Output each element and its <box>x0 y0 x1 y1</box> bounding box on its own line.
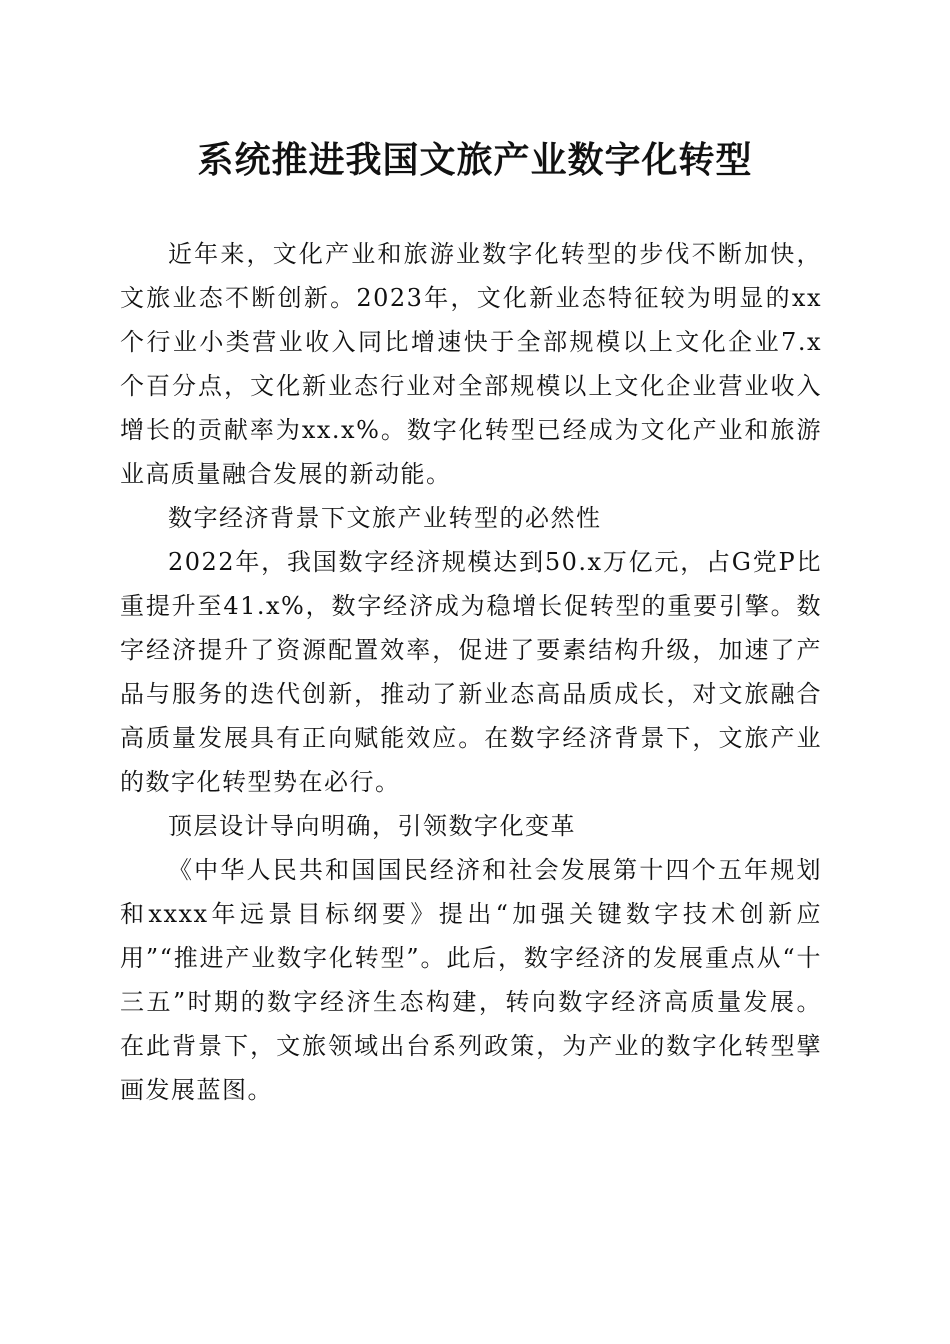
paragraph-intro: 近年来，文化产业和旅游业数字化转型的步伐不断加快，文旅业态不断创新。2023年，文化新业态特征较为明显的xx个行业小类营业收入同比增速快于全部规模以上文化企业7.x个百分点，文化新业态行业对全部规模以上文化企业营业收入增长的贡献率为xx.x%。数字化转型已经成为文化产业和旅游业高质量融合发展的新动能。 <box>120 240 822 488</box>
section-heading-digital-economy: 数字经济背景下文旅产业转型的必然性 <box>168 504 602 532</box>
document-title: 系统推进我国文旅产业数字化转型 <box>197 139 753 181</box>
section-heading-top-level-design: 顶层设计导向明确，引领数字化变革 <box>168 812 576 840</box>
document-body <box>120 232 822 1112</box>
paragraph-top-level-design: 《中华人民共和国国民经济和社会发展第十四个五年规划和xxxx年远景目标纲要》提出“加强关键数字技术创新应用”“推进产业数字化转型”。此后，数字经济的发展重点从“十三五”时期的数字经济生态构建，转向数字经济高质量发展。在此背景下，文旅领域出台系列政策，为产业的数字化转型擘画发展蓝图。 <box>120 856 822 1104</box>
paragraph-digital-economy: 2022年，我国数字经济规模达到50.x万亿元，占G党P比重提升至41.x%，数字经济成为稳增长促转型的重要引擎。数字经济提升了资源配置效率，促进了要素结构升级，加速了产品与服务的迭代创新，推动了新业态高品质成长，对文旅融合高质量发展具有正向赋能效应。在数字经济背景下，文旅产业的数字化转型势在必行。 <box>120 548 822 796</box>
